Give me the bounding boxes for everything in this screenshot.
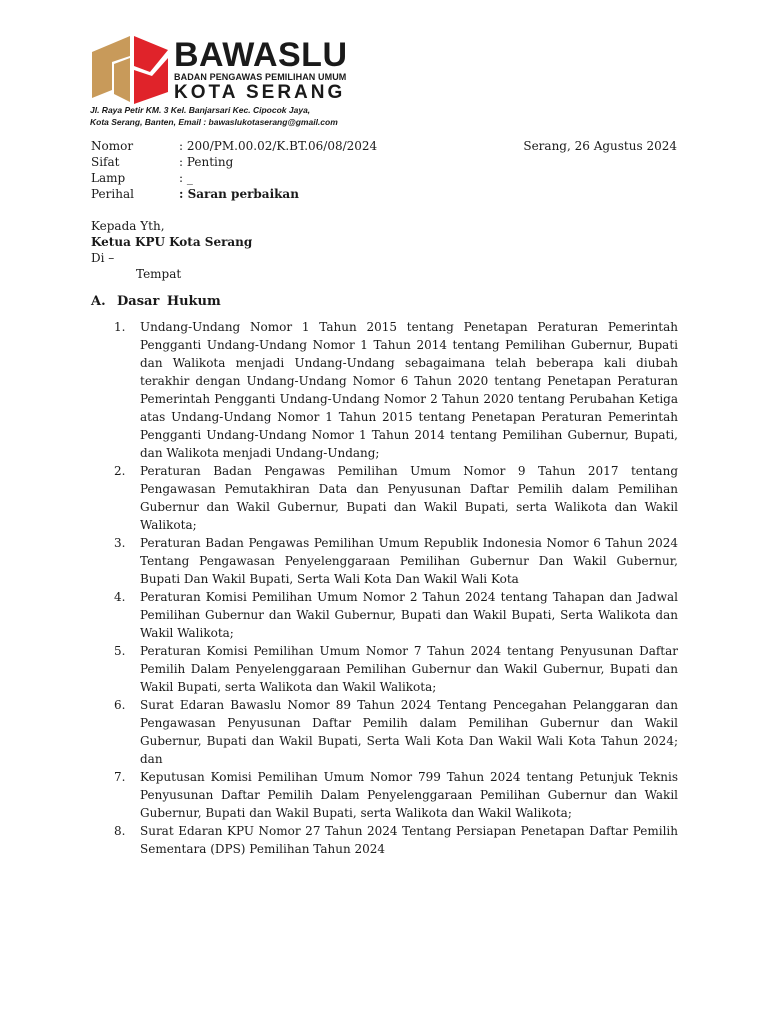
section-title: Dasar Hukum <box>117 294 221 309</box>
lamp-label: Lamp <box>91 171 126 185</box>
item-number: 6. <box>114 698 126 712</box>
address-line-2: Kota Serang, Banten, Email : bawaslukotaserang@gmail.com <box>90 117 338 127</box>
item-number: 5. <box>114 644 126 658</box>
letter-meta <box>91 138 377 202</box>
item-text: Undang-Undang Nomor 1 Tahun 2015 tentang Penetapan Peraturan Pemerintah Pengganti Undang-Undang Nomor 1 Tahun 2014 tentang Pemilihan Gubernur, Bupati dan Walikota menjadi Undang-Undang sebagaimana telah beberapa kali diubah terakhir dengan Undang-Undang Nomor 6 Tahun 2020 tentang Penetapan Peraturan Pemerintah Pengganti Undang-Undang Nomor 2 Tahun 2020 tentang Perubahan Ketiga atas Undang-Undang Nomor 1 Tahun 2015 tentang Penetapan Peraturan Pemerintah Pengganti Undang-Undang Nomor 1 Tahun 2014 tentang Pemilihan Gubernur, Bupati, dan Walikota menjadi Undang-Undang; <box>140 320 678 460</box>
recipient-name: Ketua KPU Kota Serang <box>91 235 253 249</box>
list-item <box>114 822 678 858</box>
item-number: 4. <box>114 590 126 604</box>
item-text: Peraturan Komisi Pemilihan Umum Nomor 2 Tahun 2024 tentang Tahapan dan Jadwal Pemilihan Gubernur dan Wakil Gubernur, Bupati dan Wakil Bupati, Serta Walikota dan Wakil Walikota; <box>140 590 678 640</box>
item-text: Peraturan Badan Pengawas Pemilihan Umum Republik Indonesia Nomor 6 Tahun 2024 Tentang Pengawasan Penyelenggaraan Pemilihan Gubernur Dan Wakil Gubernur, Bupati Dan Wakil Bupati, Serta Wali Kota Dan Wakil Wali Kota <box>140 536 678 586</box>
list-item <box>114 696 678 768</box>
brand-name: BAWASLU <box>174 36 348 74</box>
item-text: Surat Edaran KPU Nomor 27 Tahun 2024 Tentang Persiapan Penetapan Daftar Pemilih Sementara (DPS) Pemilihan Tahun 2024 <box>140 824 678 856</box>
item-number: 1. <box>114 320 126 334</box>
recipient-di: Di – <box>91 251 115 265</box>
item-number: 8. <box>114 824 126 838</box>
list-item <box>114 318 678 462</box>
letterhead-address <box>90 104 338 128</box>
address-line-1: Jl. Raya Petir KM. 3 Kel. Banjarsari Kec. Cipocok Jaya, <box>90 105 311 115</box>
lamp-value: : _ <box>179 171 193 185</box>
recipient-greeting: Kepada Yth, <box>91 219 165 233</box>
meta-nomor <box>91 138 377 154</box>
item-text: Surat Edaran Bawaslu Nomor 89 Tahun 2024 Tentang Pencegahan Pelanggaran dan Pengawasan Penyusunan Daftar Pemilih dalam Pemilihan Gubernur dan Wakil Gubernur, Bupati dan Wakil Bupati, Serta Wali Kota Dan Wakil Wali Kota Tahun 2024; dan <box>140 698 678 766</box>
list-item <box>114 462 678 534</box>
nomor-value: : 200/PM.00.02/K.BT.06/08/2024 <box>179 139 378 153</box>
recipient-tempat: Tempat <box>136 267 182 281</box>
item-number: 3. <box>114 536 126 550</box>
item-text: Keputusan Komisi Pemilihan Umum Nomor 799 Tahun 2024 tentang Petunjuk Teknis Penyusunan Daftar Pemilih Dalam Penyelenggaraan Pemilihan Gubernur dan Wakil Gubernur, Bupati dan Wakil Bupati, serta Walikota dan Wakil Walikota; <box>140 770 678 820</box>
perihal-value: : Saran perbaikan <box>179 187 299 201</box>
item-text: Peraturan Badan Pengawas Pemilihan Umum Nomor 9 Tahun 2017 tentang Pengawasan Pemutakhiran Data dan Penyusunan Daftar Pemilih dalam Pemilihan Gubernur dan Wakil Gubernur, Bupati dan Wakil Bupati, serta Walikota dan Wakil Walikota; <box>140 464 678 532</box>
sifat-label: Sifat <box>91 155 120 169</box>
section-letter: A. <box>91 294 106 309</box>
item-number: 2. <box>114 464 126 478</box>
brand-subtitle: BADAN PENGAWAS PEMILIHAN UMUM <box>174 72 347 82</box>
list-item <box>114 534 678 588</box>
nomor-label: Nomor <box>91 139 134 153</box>
sifat-value: : Penting <box>179 155 234 169</box>
legal-basis-list <box>114 318 678 858</box>
section-heading <box>91 294 221 309</box>
list-item <box>114 588 678 642</box>
item-number: 7. <box>114 770 126 784</box>
meta-lamp <box>91 170 377 186</box>
letterhead-brand <box>174 36 348 104</box>
list-item <box>114 642 678 696</box>
bawaslu-logo <box>90 32 170 104</box>
brand-city: KOTA SERANG <box>174 82 346 103</box>
perihal-label: Perihal <box>91 187 134 201</box>
letter-date: Serang, 26 Agustus 2024 <box>523 139 677 153</box>
item-text: Peraturan Komisi Pemilihan Umum Nomor 7 Tahun 2024 tentang Penyusunan Daftar Pemilih Dalam Penyelenggaraan Pemilihan Gubernur dan Wakil Gubernur, Bupati dan Wakil Bupati, serta Walikota dan Wakil Walikota; <box>140 644 678 694</box>
recipient-block <box>91 218 252 282</box>
meta-sifat <box>91 154 377 170</box>
list-item <box>114 768 678 822</box>
meta-perihal <box>91 186 377 202</box>
